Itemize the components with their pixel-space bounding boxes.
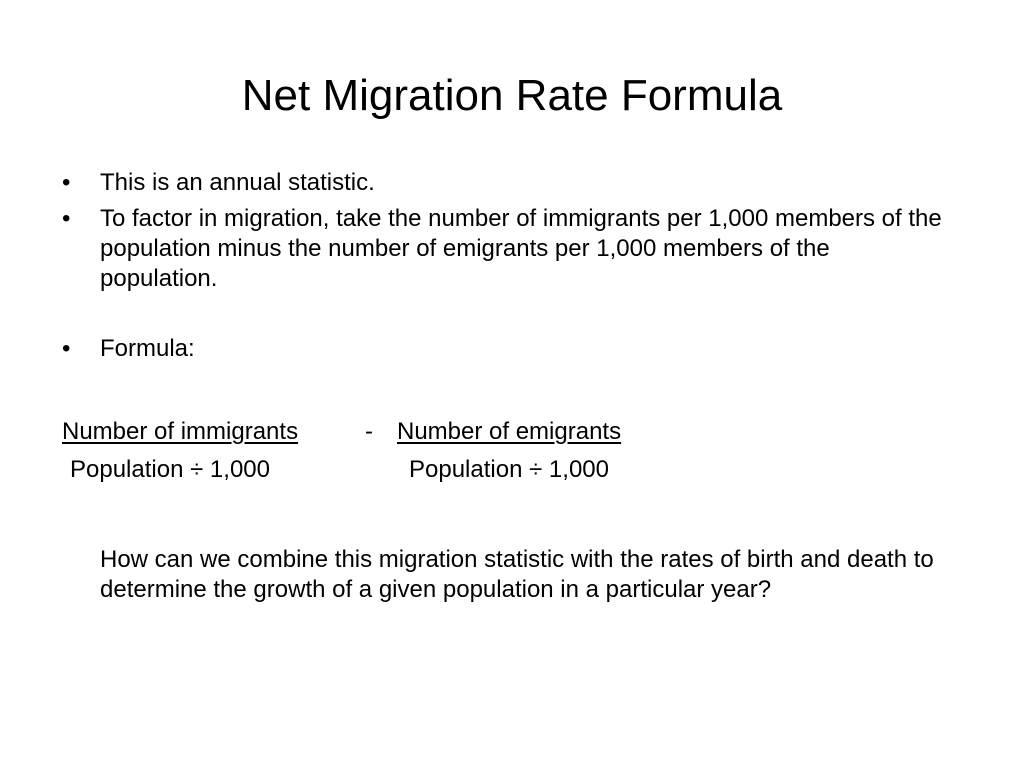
bullet-text: To factor in migration, take the number of immigrants per 1,000 members of the population minus the number of emigrants per 1,000 members of the population. <box>100 205 942 292</box>
formula-immigrants-label: Number of immigrants <box>62 418 299 445</box>
formula-population-left: Population ÷ 1,000 <box>70 456 270 483</box>
formula-population-right: Population ÷ 1,000 <box>409 456 609 483</box>
bullet-item <box>62 168 942 198</box>
bullet-marker: • <box>62 335 71 362</box>
formula-denominator-row <box>62 455 822 493</box>
bullet-item <box>62 334 942 364</box>
bullet-marker: • <box>62 205 71 232</box>
discussion-question: How can we combine this migration statistic with the rates of birth and death to determine the growth of a given population in a particular year? <box>100 546 934 603</box>
formula-emigrants-label: Number of emigrants <box>397 418 622 445</box>
formula-block <box>62 417 822 493</box>
bullet-text: Formula: <box>100 335 195 362</box>
bullet-marker: • <box>62 169 71 196</box>
slide-title: Net Migration Rate Formula <box>241 71 783 120</box>
bullet-text: This is an annual statistic. <box>100 169 375 196</box>
bullet-item <box>62 204 942 294</box>
formula-minus-operator: - <box>365 418 373 445</box>
bullet-list <box>62 168 942 370</box>
formula-numerator-row <box>62 417 822 455</box>
